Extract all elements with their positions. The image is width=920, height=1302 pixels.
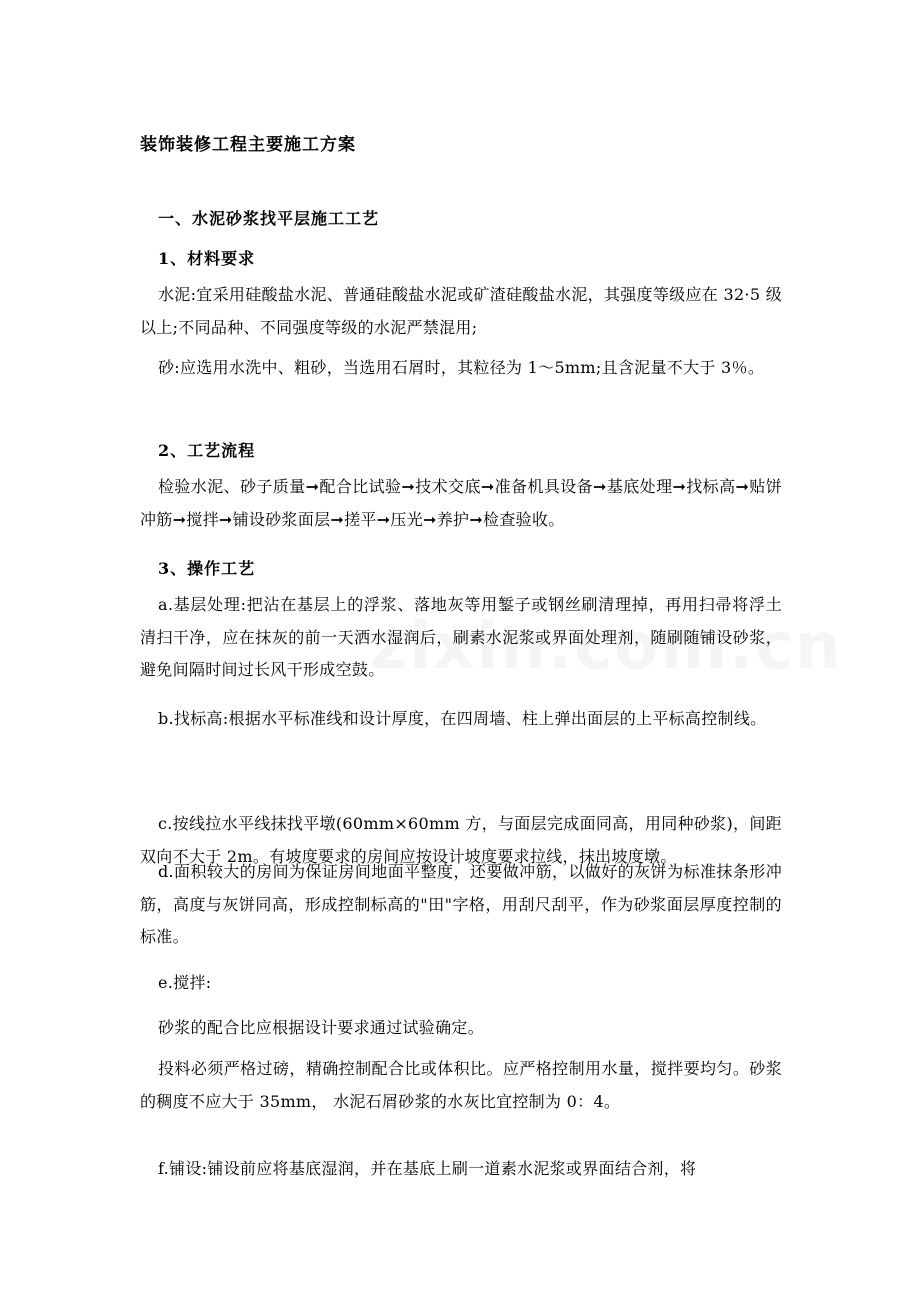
paragraph-f: f.铺设:铺设前应将基底湿润，并在基底上刷一道素水泥浆或界面结合剂，将 [158, 1159, 697, 1178]
paragraph-d: d.面积较大的房间为保证房间地面平整度，还要做冲筋，以做好的灰饼为标准抹条形冲筋，高度与灰饼同高，形成控制标高的"田"字格，用刮尺刮平，作为砂浆面层厚度控制的标准。 [140, 862, 782, 946]
paragraph-cement: 水泥:宜采用硅酸盐水泥、普通硅酸盐水泥或矿渣硅酸盐水泥，其强度等级应在 32·5 级以上;不同品种、不同强度等级的水泥严禁混用; [140, 285, 782, 337]
paragraph-e: e.搅拌: [158, 973, 212, 992]
section-heading: 一、水泥砂浆找平层施工工艺 [158, 209, 380, 228]
paragraph-b: b.找标高:根据水平标准线和设计厚度，在四周墙、柱上弹出面层的上平标高控制线。 [158, 709, 767, 728]
paragraph-c: c.按线拉水平线抹找平墩(60mm×60mm 方，与面层完成面同高，用同种砂浆)，间距双向不大于 2m。有坡度要求的房间应按设计坡度要求拉线，抹出坡度墩。 [140, 814, 782, 866]
document-title: 装饰装修工程主要施工方案 [140, 135, 356, 155]
paragraph-sand: 砂:应选用水洗中、粗砂，当选用石屑时，其粒径为 1～5mm;且含泥量不大于 3％。 [158, 358, 765, 377]
subsection-heading: 2、工艺流程 [158, 441, 256, 460]
paragraph-a: a.基层处理:把沾在基层上的浮浆、落地灰等用錾子或钢丝刷清理掉，再用扫帚将浮土清扫干净，应在抹灰的前一天洒水湿润后，刷素水泥浆或界面处理剂，随刷随铺设砂浆，避免间隔时间过长风干形成空鼓。 [140, 595, 782, 679]
paragraph-e1: 砂浆的配合比应根据设计要求通过试验确定。 [158, 1018, 485, 1037]
subsection-heading: 3、操作工艺 [158, 559, 256, 578]
watermark [370, 610, 843, 684]
paragraph-e2: 投料必须严格过磅，精确控制配合比或体积比。应严格控制用水量，搅拌要均匀。砂浆的稠度不应大于 35mm， 水泥石屑砂浆的水灰比宜控制为 0：4。 [140, 1059, 782, 1111]
paragraph-flow: 检验水泥、砂子质量➞配合比试验➞技术交底➞准备机具设备➞基底处理➞找标高➞贴饼冲筋➞搅拌➞铺设砂浆面层➞搓平➞压光➞养护➞检查验收。 [140, 477, 782, 529]
subsection-heading: 1、材料要求 [158, 249, 256, 268]
